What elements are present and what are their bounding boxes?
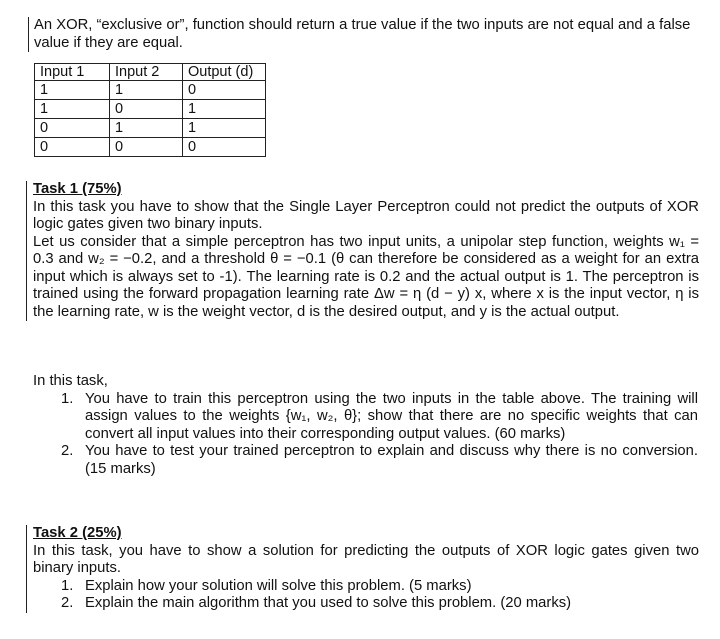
list-item-text: You have to test your trained perceptron to explain and discuss why there is no conversion. (15 marks) xyxy=(85,443,698,477)
intro-paragraph: An XOR, “exclusive or”, function should return a true value if the two inputs are not equal and a false value if they are equal. xyxy=(28,17,704,52)
list-item-number: 2. xyxy=(61,595,74,611)
table-header-cell: Output (d) xyxy=(183,64,266,81)
table-cell: 1 xyxy=(35,100,110,119)
task1-paragraph-1: In this task you have to show that the Single Layer Perceptron could not predict the outputs of XOR logic gates given two binary inputs. xyxy=(33,198,699,232)
task1-instructions xyxy=(33,373,698,478)
list-item xyxy=(33,595,699,613)
task1-paragraph-2: Let us consider that a simple perceptron has two input units, a unipolar step function, weights w₁ = 0.3 and w₂ = −0.2, and a threshold θ = −0.1 (θ can therefore be considered as a weight for an extra input which is always set to -1). The learning rate is 0.2 and the actual output is 1. The perceptron is trained using the forward propagation learning rate Δw = η (d − y) x, where x is the input vector, η is the learning rate, w is the weight vector, d is the desired output, and y is the actual output. xyxy=(33,233,699,320)
list-item-text: Explain the main algorithm that you used to solve this problem. (20 marks) xyxy=(85,595,572,611)
table-cell: 1 xyxy=(183,100,266,119)
list-item-text: You have to train this perceptron using the two inputs in the table above. The training will assign values to the weights {w₁, w₂, θ}; show that there are no specific weights that can convert all input values into their corresponding output values. (60 marks) xyxy=(85,390,698,442)
table-cell: 0 xyxy=(183,81,266,100)
task2-item-list xyxy=(33,578,699,613)
list-item xyxy=(33,391,698,444)
table-row xyxy=(35,81,266,100)
table-header-row xyxy=(35,64,266,81)
task1-heading: Task 1 (75%) xyxy=(33,181,122,197)
table-header-cell: Input 2 xyxy=(110,64,183,81)
table-cell: 1 xyxy=(35,81,110,100)
table-cell: 0 xyxy=(35,138,110,157)
xor-truth-table xyxy=(34,63,266,157)
table-cell: 0 xyxy=(183,138,266,157)
list-item xyxy=(33,578,699,596)
list-item-number: 2. xyxy=(61,443,74,459)
task1-instructions-intro: In this task, xyxy=(33,373,108,389)
task2-paragraph: In this task, you have to show a solution for predicting the outputs of XOR logic gates given two binary inputs. xyxy=(33,542,699,576)
table-row xyxy=(35,100,266,119)
list-item-number: 1. xyxy=(61,577,74,594)
task2-section xyxy=(26,525,699,613)
list-item-number: 1. xyxy=(61,390,74,407)
table-cell: 0 xyxy=(35,119,110,138)
table-cell: 1 xyxy=(110,81,183,100)
table-cell: 0 xyxy=(110,138,183,157)
task1-item-list xyxy=(33,391,698,479)
task1-section xyxy=(26,181,699,321)
table-cell: 0 xyxy=(110,100,183,119)
table-cell: 1 xyxy=(110,119,183,138)
task2-heading: Task 2 (25%) xyxy=(33,525,122,541)
table-row xyxy=(35,119,266,138)
table-row xyxy=(35,138,266,157)
list-item-text: Explain how your solution will solve this problem. (5 marks) xyxy=(85,577,472,594)
list-item xyxy=(33,443,698,478)
table-cell: 1 xyxy=(183,119,266,138)
table-header-cell: Input 1 xyxy=(35,64,110,81)
